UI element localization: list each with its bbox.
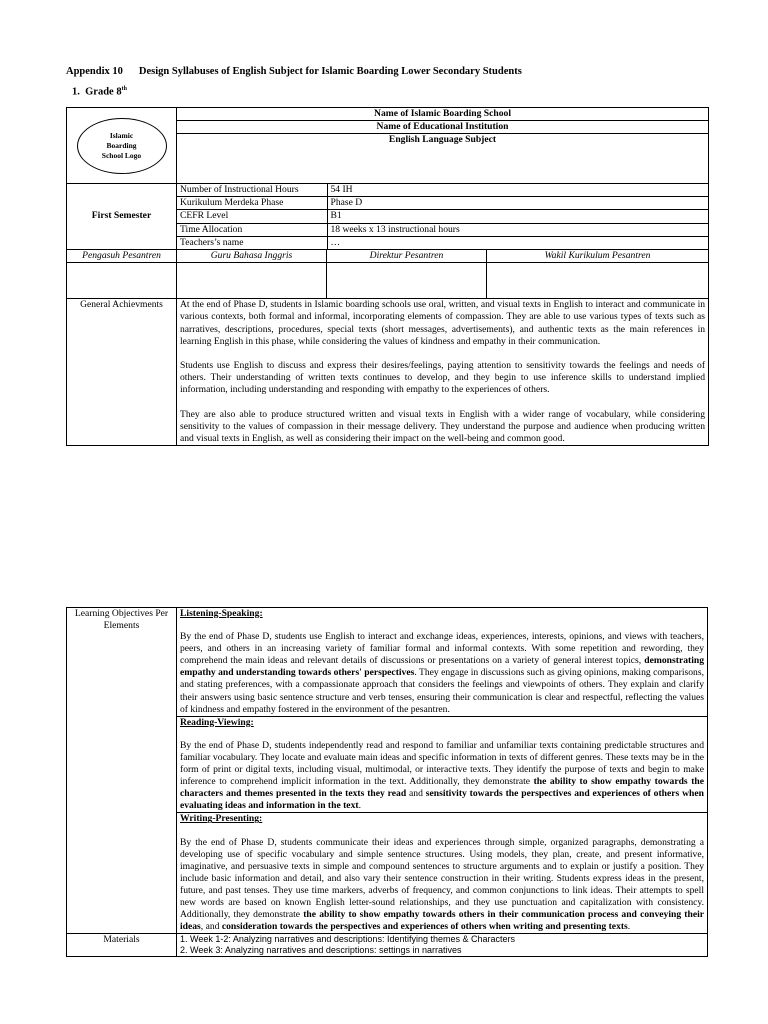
signatory-guru: Guru Bahasa Inggris [177,250,327,263]
appendix-number: Appendix 10 [66,66,123,77]
semester-label: First Semester [67,184,177,250]
listening-speaking-title: Listening-Speaking: [180,608,263,619]
signatory-pengasuh: Pengasuh Pesantren [67,250,177,263]
signatory-wakil: Wakil Kurikulum Pesantren [487,250,709,263]
school-logo-placeholder: Islamic Boarding School Logo [77,118,167,174]
achievements-label: General Achievments [67,299,177,446]
grade-superscript: th [121,86,127,92]
writing-presenting-title: Writing-Presenting: [180,813,263,825]
grade-heading [72,86,127,98]
syllabus-header-table [66,107,709,446]
info-row: Kurikulum Merdeka Phase Phase D [177,197,708,210]
appendix-heading [66,66,522,77]
writing-presenting-text: By the end of Phase D, students communicate their ideas and experiences through simple, organized paragraphs, demonstrating a developing use of specific vocabulary and simple sentence structures. Using models, they plan, create, and present informative, imaginative, and persuasive texts in simple and compound sentences to structure arguments and to explain or justify a position. They include basic information and detail, and also vary their sentence construction in their writing. Students express ideas in the present, future, and past tenses. They use time markers, adverbs of frequency, and common conjunctions to link ideas. Their attempts to spell new words are based on known English letter-sound relationships, and they use punctuation and capitalization with consistency. Additionally, they demonstrate the ability to show empathy towards others in their communication process and conveying their ideas, and consideration towards the perspectives and experiences of others when writing and presenting texts. [180,836,705,933]
achievements-content [177,299,709,446]
info-row: CEFR Level B1 [177,210,708,223]
learning-objectives-table [66,607,708,957]
signature-box-wakil [487,263,709,299]
materials-item: 2. Week 3: Analyzing narratives and descriptions: settings in narratives [180,945,462,956]
school-name: Name of Islamic Boarding School [177,108,708,121]
signature-box-guru [177,263,327,299]
school-info-cell [177,108,709,184]
logo-cell [67,108,177,184]
info-table [177,184,708,249]
appendix-title: Design Syllabuses of English Subject for Islamic Boarding Lower Secondary Students [138,66,522,77]
info-row: Teachers’s name … [177,236,708,249]
reading-viewing-title: Reading-Viewing: [180,716,254,728]
institution-name: Name of Educational Institution [177,121,708,134]
info-row: Number of Instructional Hours 54 IH [177,184,708,197]
achievement-paragraph: They are also able to produce structured written and visual texts in English with a wider range of vocabulary, while considering sensitivity to the values of compassion in their message delivery. They understand the purpose and audience when producing written and visual texts in English, as well as considering their impact on the well-being and common good. [180,408,706,445]
objectives-label: Learning Objectives Per Elements [67,608,177,934]
achievement-paragraph: Students use English to discuss and express their desires/feelings, paying attention to sensitivity towards the feelings and needs of others. Their understanding of written texts continues to develop, and they begin to use inference skills to understand implied information, including understanding and responding with empathy to the experiences of others. [180,360,706,396]
reading-viewing-text: By the end of Phase D, students independently read and respond to familiar and unfamiliar texts containing predictable structures and familiar vocabulary. They locate and evaluate main ideas and specific information in texts of different genres. These texts may be in the form of print or digital texts, including visual, multimodal, or interactive texts. They identify the purpose of texts and begin to make inference to comprehend implicit information in the text. Additionally, they demonstrate the ability to show empathy towards the characters and themes presented in the texts they read and sensitivity towards the perspectives and experiences of others when evaluating ideas and information in the text. [180,739,704,812]
listening-speaking-section [177,608,708,717]
signature-box-direktur [327,263,487,299]
materials-list [177,934,708,957]
materials-label: Materials [67,934,177,957]
grade-label: Grade 8 [85,86,122,98]
info-cell [177,184,709,250]
signatory-direktur: Direktur Pesantren [327,250,487,263]
reading-viewing-section [177,716,708,813]
grade-number: 1. [72,86,80,98]
listening-speaking-text: By the end of Phase D, students use English to interact and exchange ideas, experiences, interests, opinions, and views with teachers, peers, and others in an increasing variety of familiar formal and informal contexts. With some repetition and rewording, they comprehend the main ideas and relevant details of discussions or presentations on a variety of general interest topics, demonstrating empathy and understanding towards others' perspectives. They engage in discussions such as giving opinions, making comparisons, and stating preferences, with a compassionate approach that considers the feelings and viewpoints of others. They explain and clarify their answers using basic sentence structure and verb tenses, ensuring their communication is clear and respectful, reflecting the values of kindness and empathy fostered in the environment of the pesantren. [180,631,704,715]
info-row: Time Allocation 18 weeks x 13 instructional hours [177,223,708,236]
subject-name: English Language Subject [388,134,497,146]
writing-presenting-section [177,813,708,934]
signature-box-pengasuh [67,263,177,299]
materials-item: 1. Week 1-2: Analyzing narratives and descriptions: Identifying themes & Characters [180,934,516,945]
achievement-paragraph: At the end of Phase D, students in Islamic boarding schools use oral, written, and visual texts in English to interact and communicate in various contexts, both formal and informal, incorporating elements of compassion. They are able to use various types of texts such as narratives, descriptions, procedures, special texts (short messages, advertisements), and authentic texts as the main references in learning English in this phase, while considering the values of kindness and empathy in their communication. [180,299,706,347]
